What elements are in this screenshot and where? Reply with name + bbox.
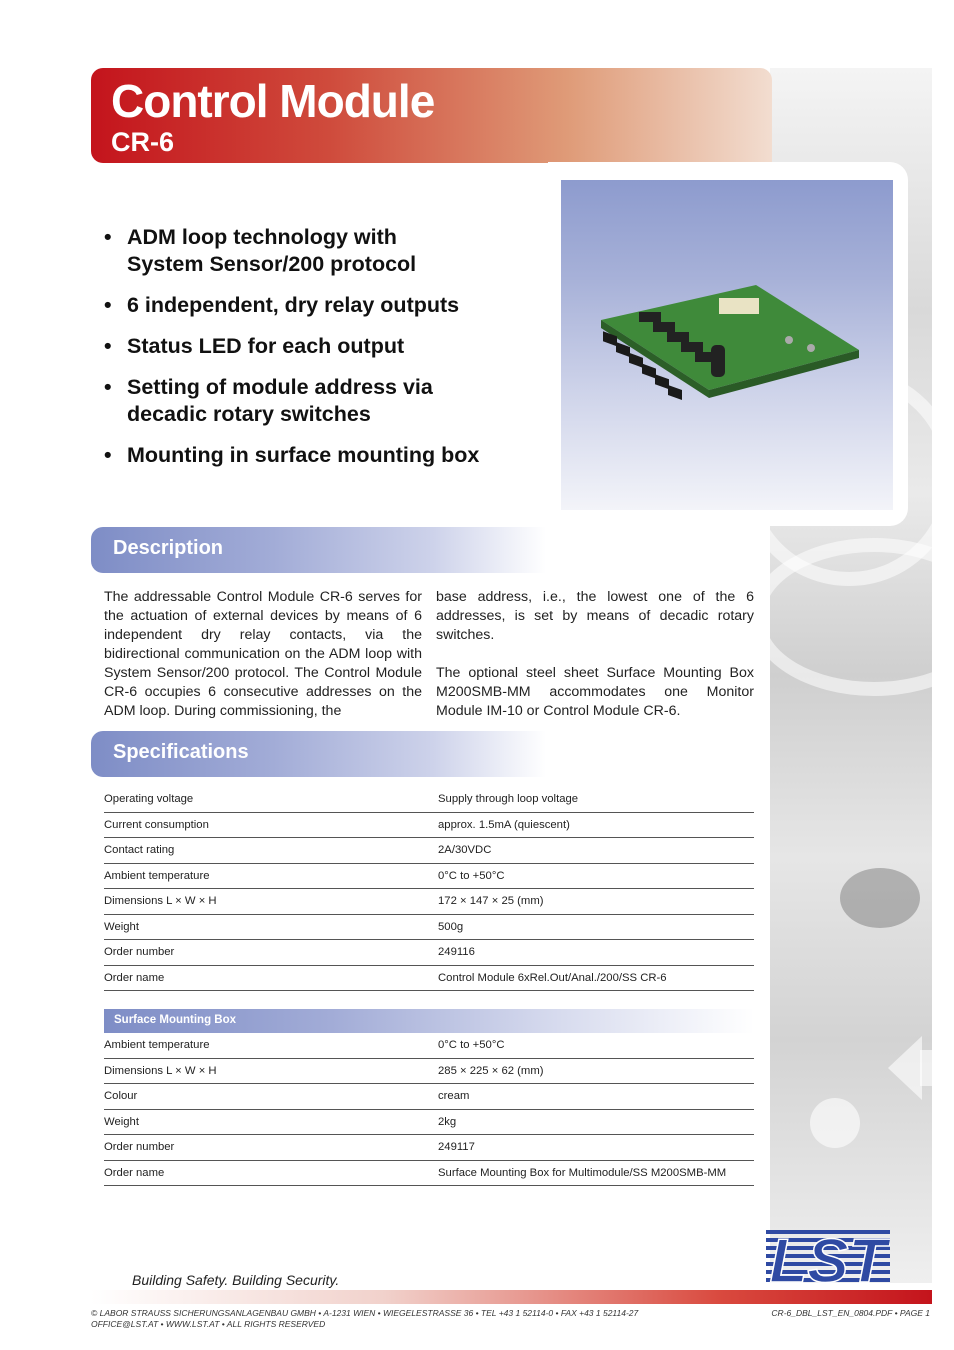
description-heading: Description (91, 527, 546, 573)
company-info: © LABOR STRAUSS SICHERUNGSANLAGENBAU GMBH • A-1231 WIEN • WIEGELESTRASSE 36 • TEL +43 1 52114-0 • FAX +43 1 52114-27 OFFICE@LST.AT • WWW.LST.AT • ALL RIGHTS RESERVED (91, 1308, 639, 1329)
table-row: Order number 249117 (104, 1135, 754, 1161)
table-row: Current consumption approx. 1.5mA (quiescent) (104, 812, 754, 838)
table-row: Ambient temperature 0°C to +50°C (104, 1033, 754, 1058)
product-photo (561, 180, 893, 510)
page-title: Control Module (111, 75, 435, 127)
lst-logo (766, 1222, 890, 1288)
table-row: Ambient temperature 0°C to +50°C (104, 863, 754, 889)
table-row: Weight 2kg (104, 1109, 754, 1135)
feature-item: • Setting of module address via decadic rotary switches (104, 375, 433, 426)
table-row: Colour cream (104, 1084, 754, 1110)
table-row: Dimensions L × W × H 172 × 147 × 25 (mm) (104, 889, 754, 915)
product-code: CR-6 (111, 127, 175, 157)
table-row: Contact rating 2A/30VDC (104, 838, 754, 864)
mounting-box-table (104, 1033, 754, 1186)
table-row: Dimensions L × W × H 285 × 225 × 62 (mm) (104, 1058, 754, 1084)
table-row: Order name Control Module 6xRel.Out/Anal./200/SS CR-6 (104, 965, 754, 991)
footer-bar (91, 1290, 932, 1304)
table-row: Order name Surface Mounting Box for Multimodule/SS M200SMB-MM (104, 1160, 754, 1186)
mounting-box-heading: Surface Mounting Box (104, 1009, 754, 1033)
tagline: Building Safety. Building Security. (132, 1272, 340, 1288)
table-row: Order number 249116 (104, 940, 754, 966)
description-column-2: base address, i.e., the lowest one of the 6 addresses, is set by means of decadic rotary switches. The optional steel sheet Surface Mounting Box M200SMB-MM accommodates one Monitor Module IM-10 or Control Module CR-6. (436, 589, 754, 719)
feature-item: • ADM loop technology with System Sensor/200 protocol (104, 225, 417, 276)
table-row: Weight 500g (104, 914, 754, 940)
document-reference: CR-6_DBL_LST_EN_0804.PDF • PAGE 1 (771, 1308, 930, 1318)
feature-item: • 6 independent, dry relay outputs (104, 293, 460, 317)
svg-text:LST: LST (769, 1227, 887, 1288)
table-row: Operating voltage Supply through loop voltage (104, 787, 754, 812)
specifications-table (104, 787, 754, 991)
description-column-1: The addressable Control Module CR-6 serves for the actuation of external devices by means of 6 independent dry relay contacts, via the bidirectional communication on the ADM loop with System Sensor/200 protocol. The Control Module CR-6 occupies 6 consecutive addresses on the ADM loop. During commissioning, the (104, 589, 422, 719)
feature-item: • Mounting in surface mounting box (104, 443, 480, 467)
feature-item: • Status LED for each output (104, 334, 405, 358)
specifications-heading: Specifications (91, 731, 546, 777)
feature-list (104, 224, 544, 483)
circuit-board-image (561, 180, 893, 510)
header-banner (91, 68, 772, 163)
